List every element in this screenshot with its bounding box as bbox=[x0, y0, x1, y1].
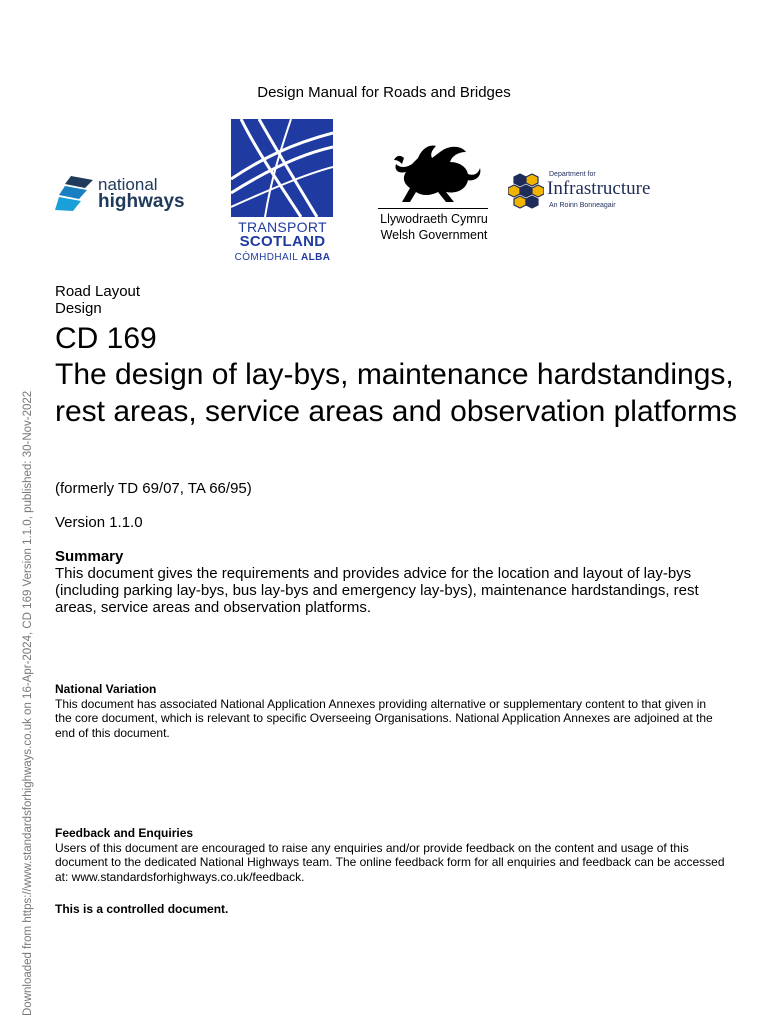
feedback-section bbox=[55, 826, 725, 884]
controlled-notice: This is a controlled document. bbox=[55, 902, 229, 916]
category-line2: Design bbox=[55, 300, 102, 317]
nh-line2: highways bbox=[98, 191, 185, 212]
dfi-line2: Infrastructure bbox=[547, 178, 651, 199]
summary-heading: Summary bbox=[55, 548, 124, 565]
manual-title: Design Manual for Roads and Bridges bbox=[257, 84, 511, 101]
dfi-hexagon-emblem-icon bbox=[508, 172, 544, 210]
document-category bbox=[55, 283, 140, 317]
category-line1: Road Layout bbox=[55, 283, 141, 300]
summary-body: This document gives the requirements and provides advice for the location and layout of lay-bys (including parking lay-bys, bus lay-bys and emergency lay-bys), maintenance hardstandings, rest areas, service areas and observation platforms. bbox=[55, 565, 699, 616]
feedback-body: Users of this document are encouraged to raise any enquiries and/or provide feedback on the content and usage of this document to the dedicated National Highways team. The online feedback form for all enquiries and feedback can be accessed at: www.standardsforhighways.co.uk/feedback. bbox=[55, 840, 725, 884]
dfi-line3: An Roinn Bonneagair bbox=[549, 202, 616, 209]
ts-line2: SCOTLAND bbox=[239, 233, 326, 250]
welsh-government-logo bbox=[378, 140, 490, 244]
national-highways-emblem-icon bbox=[55, 172, 97, 214]
ts-line3-a: CÒMHDHAIL bbox=[234, 252, 298, 263]
national-variation-section bbox=[55, 682, 725, 740]
document-number: CD 169 bbox=[55, 322, 157, 355]
welsh-dragon-icon bbox=[378, 140, 490, 206]
nh-line1: national bbox=[98, 175, 158, 194]
dfi-logo bbox=[508, 170, 668, 212]
summary-section bbox=[55, 548, 735, 616]
ts-line3-b: ALBA bbox=[301, 252, 331, 263]
national-highways-logo bbox=[55, 172, 200, 214]
dfi-line1: Department for bbox=[549, 171, 596, 178]
download-margin-note: Downloaded from https://www.standardsforhighways.co.uk on 16-Apr-2024, CD 169 Version 1.1.0, published: 30-Nov-2022 bbox=[22, 390, 34, 1016]
formerly-note: (formerly TD 69/07, TA 66/95) bbox=[55, 480, 252, 497]
ts-line1: TRANSPORT bbox=[238, 219, 327, 235]
national-variation-heading: National Variation bbox=[55, 682, 157, 696]
national-highways-wordmark bbox=[98, 176, 185, 210]
national-variation-body: This document has associated National Application Annexes providing alternative or supplementary content to that given in the core document, which is relevant to specific Overseeing Organisations. National Application Annexes are adjoined at the end of this document. bbox=[55, 696, 713, 740]
feedback-heading: Feedback and Enquiries bbox=[55, 826, 194, 840]
transport-scotland-logo bbox=[231, 119, 334, 265]
document-version: Version 1.1.0 bbox=[55, 514, 143, 531]
wg-line1: Llywodraeth Cymru bbox=[380, 212, 488, 226]
transport-scotland-emblem-icon bbox=[231, 119, 333, 217]
document-title: The design of lay-bys, maintenance hardstandings, rest areas, service areas and observation platforms bbox=[55, 358, 737, 428]
ts-line3 bbox=[231, 252, 334, 263]
wg-line2: Welsh Government bbox=[380, 228, 488, 242]
wg-divider bbox=[378, 208, 488, 209]
